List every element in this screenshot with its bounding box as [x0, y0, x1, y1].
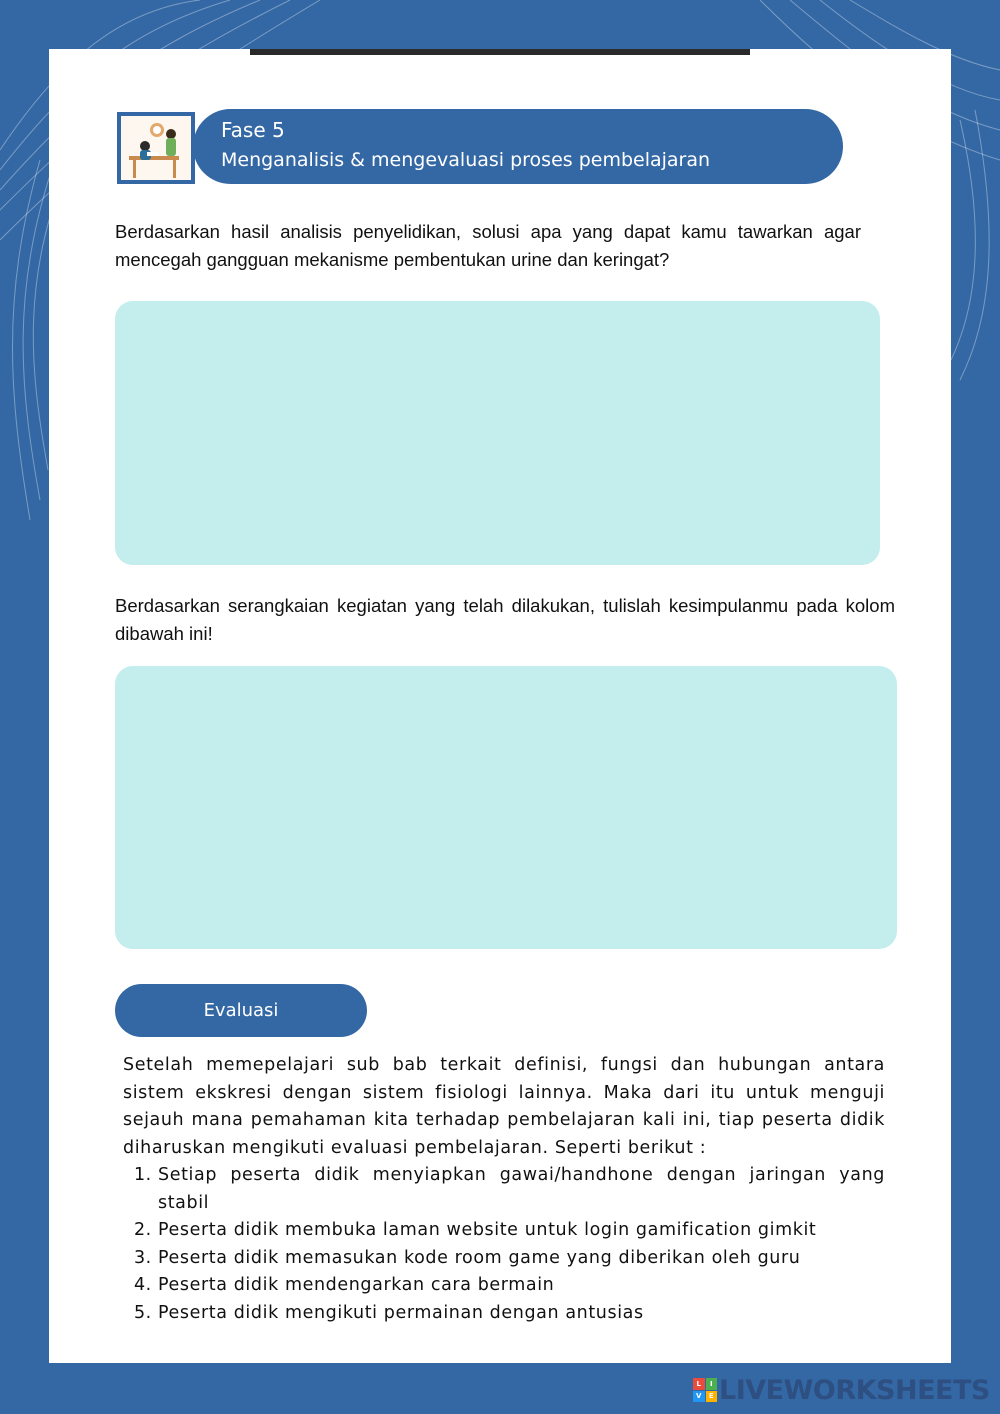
- phase-title: Fase 5: [221, 118, 285, 142]
- logo-letter: L: [693, 1378, 705, 1390]
- logo-letter: I: [706, 1378, 718, 1390]
- evaluation-label: Evaluasi: [115, 984, 367, 1037]
- student-study-illustration: [117, 112, 195, 184]
- question-conclusion: Berdasarkan serangkaian kegiatan yang telah dilakukan, tulislah kesimpulanmu pada kolom dibawah ini!: [115, 595, 895, 644]
- answer-solution-textarea[interactable]: [115, 301, 880, 565]
- top-divider-bar: [250, 49, 750, 55]
- evaluation-step: 4. Peserta didik mendengarkan cara bermain: [158, 1272, 885, 1300]
- evaluation-instructions: [123, 1052, 885, 1327]
- logo-letter: E: [706, 1391, 718, 1403]
- liveworksheets-logo-icon: [693, 1378, 717, 1402]
- question-solution: Berdasarkan hasil analisis penyelidikan, solusi apa yang dapat kamu tawarkan agar mencegah gangguan mekanisme pembentukan urine dan keringat?: [115, 221, 861, 270]
- phase-subtitle: Menganalisis & mengevaluasi proses pembelajaran: [221, 149, 711, 171]
- evaluation-step: 3. Peserta didik memasukan kode room game yang diberikan oleh guru: [158, 1245, 885, 1273]
- evaluation-step: 5. Peserta didik mengikuti permainan dengan antusias: [158, 1300, 885, 1328]
- phase-header: [193, 109, 843, 184]
- brand-name: LIVEWORKSHEETS: [719, 1374, 990, 1406]
- answer-conclusion-textarea[interactable]: [115, 666, 897, 949]
- logo-letter: V: [693, 1391, 705, 1403]
- evaluation-step: 2. Peserta didik membuka laman website untuk login gamification gimkit: [158, 1217, 885, 1245]
- liveworksheets-brand: [693, 1374, 990, 1406]
- evaluation-step: 1. Setiap peserta didik menyiapkan gawai/handhone dengan jaringan yang stabil: [158, 1162, 885, 1217]
- evaluation-steps-list: [123, 1162, 885, 1327]
- evaluation-intro: Setelah memepelajari sub bab terkait definisi, fungsi dan hubungan antara sistem ekskresi dengan sistem fisiologi lainnya. Maka dari itu untuk menguji sejauh mana pemahaman kita terhadap pembelajaran kali ini, tiap peserta didik diharuskan mengikuti evaluasi pembelajaran. Seperti berikut :: [123, 1055, 885, 1158]
